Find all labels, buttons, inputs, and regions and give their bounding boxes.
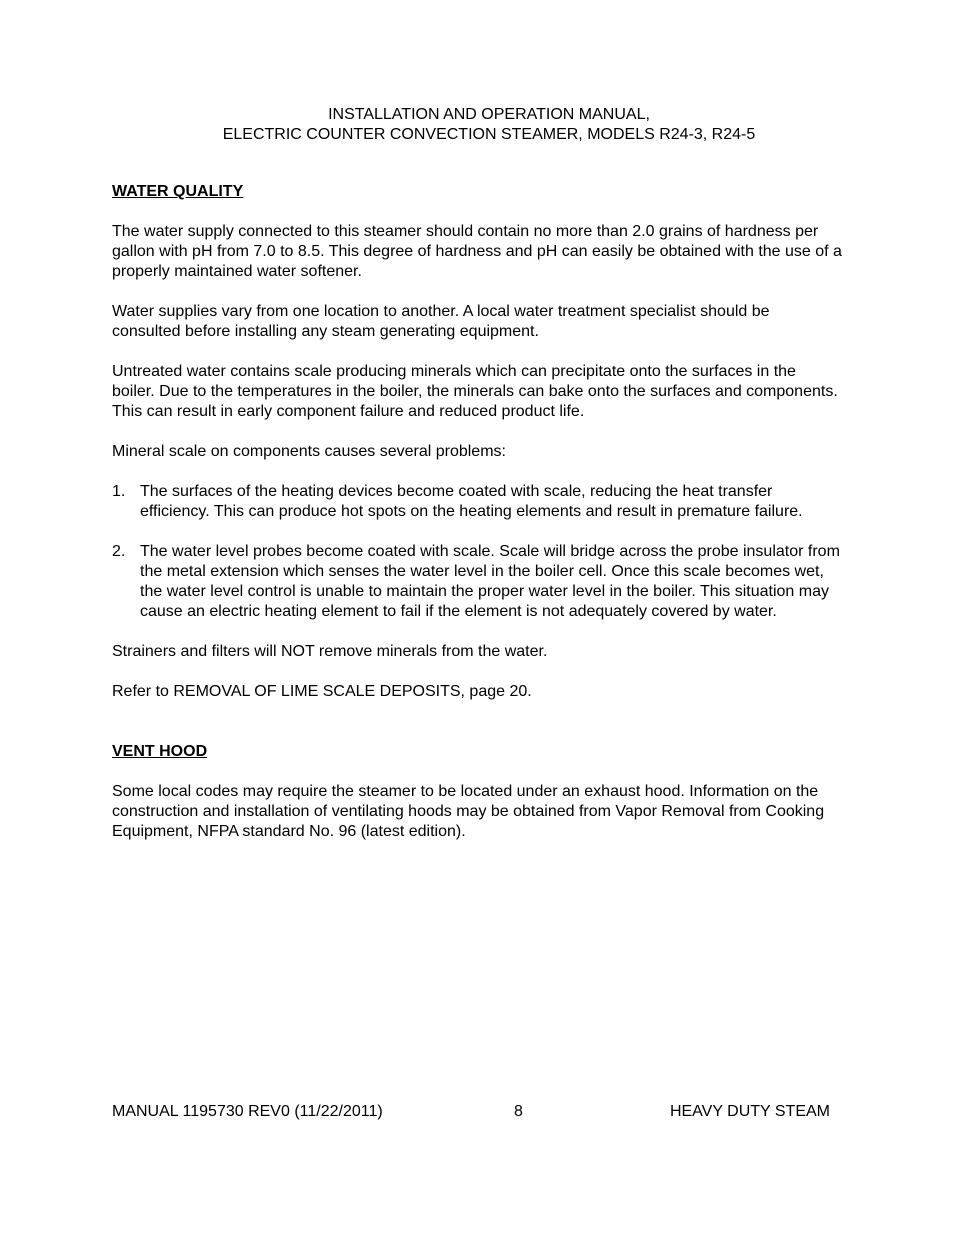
list-item-text: The surfaces of the heating devices become coated with scale, reducing the heat transfer efficiency. This can produce hot spots on the heating elements and result in premature failure. — [140, 483, 803, 520]
water-quality-paragraph-2: Water supplies vary from one location to another. A local water treatment specialist should be consulted before installing any steam generating equipment. — [112, 303, 770, 340]
document-body — [112, 182, 842, 842]
water-quality-paragraph-6: Refer to REMOVAL OF LIME SCALE DEPOSITS, page 20. — [112, 683, 532, 700]
list-item-2 — [112, 542, 842, 622]
footer-product-line: HEAVY DUTY STEAM — [669, 1103, 830, 1120]
document-footer — [112, 1102, 830, 1122]
list-item-text: The water level probes become coated with scale. Scale will bridge across the probe insulator from the metal extension which senses the water level in the boiler cell. Once this scale becomes wet, the water level control is unable to maintain the proper water level in the boiler. This situation may cause an electric heating element to fail if the element is not adequately covered by water. — [140, 543, 840, 620]
manual-number: MANUAL 1195730 REV0 (11/22/2011) — [112, 1103, 383, 1120]
list-item-number: 1. — [112, 483, 126, 500]
document-header — [0, 105, 954, 145]
water-quality-paragraph-4: Mineral scale on components causes several problems: — [112, 443, 506, 460]
list-item-1 — [112, 482, 842, 522]
header-title-line-2: ELECTRIC COUNTER CONVECTION STEAMER, MODELS R24-3, R24-5 — [222, 126, 756, 143]
water-quality-paragraph-3: Untreated water contains scale producing minerals which can precipitate onto the surfaces in the boiler. Due to the temperatures in the boiler, the minerals can bake onto the surfaces and components. This can result in early component failure and reduced product life. — [112, 363, 838, 420]
vent-hood-heading: VENT HOOD — [112, 743, 208, 760]
list-item-number: 2. — [112, 543, 126, 560]
water-quality-paragraph-5: Strainers and filters will NOT remove minerals from the water. — [112, 643, 548, 660]
vent-hood-paragraph-1: Some local codes may require the steamer to be located under an exhaust hood. Information on the construction and installation of ventilating hoods may be obtained from Vapor Removal from Cooking Equipment, NFPA standard No. 96 (latest edition). — [112, 783, 825, 840]
page-number: 8 — [514, 1103, 523, 1120]
water-quality-paragraph-1: The water supply connected to this steamer should contain no more than 2.0 grains of hardness per gallon with pH from 7.0 to 8.5. This degree of hardness and pH can easily be obtained with the use of a properly maintained water softener. — [112, 223, 842, 280]
water-quality-heading: WATER QUALITY — [112, 183, 244, 200]
header-title-line-1: INSTALLATION AND OPERATION MANUAL, — [328, 106, 650, 123]
